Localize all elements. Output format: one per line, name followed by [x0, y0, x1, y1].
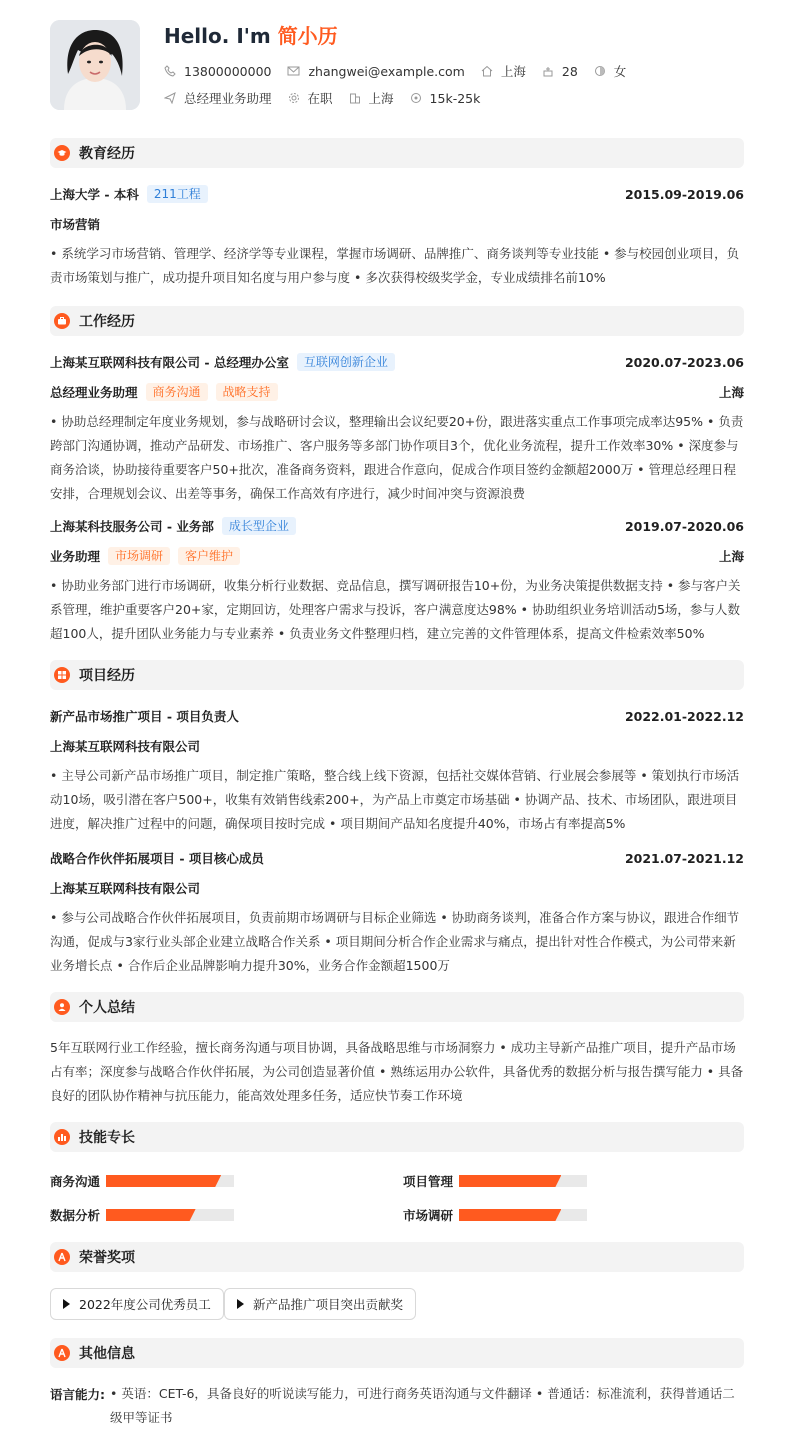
- target-position: 总经理业务助理: [184, 91, 272, 106]
- award-item[interactable]: [50, 1288, 224, 1320]
- grid-icon: [54, 667, 70, 683]
- skill-bar-fill: [459, 1175, 561, 1187]
- skill-name: 项目管理: [403, 1174, 454, 1189]
- user-icon: [54, 999, 70, 1015]
- company-name: 上海某科技服务公司 - 业务部: [50, 519, 214, 534]
- company-tag: 成长型企业: [222, 517, 296, 535]
- skill-bar-fill: [459, 1209, 561, 1221]
- email-address: zhangwei@example.com: [308, 63, 465, 79]
- skill-bar: [459, 1175, 587, 1187]
- work-period: 2020.07-2023.06: [624, 354, 744, 370]
- project-entry-header: [50, 707, 744, 725]
- city-item: [481, 62, 526, 80]
- age: 28: [561, 63, 578, 79]
- summary-section-header: [50, 992, 744, 1022]
- language-text: • 英语：CET-6，具备良好的听说读写能力，可进行商务英语沟通与文件翻译 • 普通话：标准流利，获得普通话二级甲等证书: [110, 1386, 735, 1425]
- work-section-header: [50, 306, 744, 336]
- skill-bar: [106, 1209, 234, 1221]
- section-title: 项目经历: [79, 668, 135, 684]
- skill-name: 数据分析: [50, 1208, 101, 1223]
- age-item: [542, 64, 578, 79]
- project-company-line: [50, 737, 744, 755]
- gender: 女: [613, 64, 627, 79]
- skill-name: 商务沟通: [50, 1174, 101, 1189]
- job-role: 总经理业务助理: [50, 385, 138, 400]
- company-name: 上海某互联网科技有限公司 - 总经理办公室: [50, 355, 289, 370]
- skill-item: [50, 1172, 234, 1190]
- language-label: 语言能力:: [50, 1387, 105, 1402]
- gender-item: [594, 62, 627, 80]
- work-description: • 协助总经理制定年度业务规划，参与战略研讨会议，整理输出会议纪要20+份，跟进落实重点工作事项完成率达95% • 负责跨部门沟通协调，推动产品研发、市场推广、客户服务等多部门协作项目3个，优化业务流程，提升工作效率30% • 深度参与商务洽谈，协助接待重要客户50+批次，准备商务资料，跟进合作意向，促成合作项目签约金额超2000万 • 管理总经理日程安排，合理规划会议、出差等事务，确保工作高效有序进行，减少时间冲突与资源浪费: [50, 414, 744, 501]
- education-section-header: [50, 138, 744, 168]
- profile-photo: [50, 20, 140, 110]
- skill-bar-fill: [106, 1175, 221, 1187]
- building-icon: [349, 92, 361, 104]
- project-title: 战略合作伙伴拓展项目 - 项目核心成员: [50, 851, 264, 866]
- projects-section-header: [50, 660, 744, 690]
- bar-chart-icon: [54, 1129, 70, 1145]
- info-icon: [54, 1345, 70, 1361]
- education-period: 2015.09-2019.06: [624, 186, 744, 202]
- skill-tag: 战略支持: [216, 383, 278, 401]
- project-entry-header: [50, 849, 744, 867]
- graduation-cap-icon: [54, 145, 70, 161]
- school-name: 上海大学 - 本科: [50, 187, 139, 202]
- school-tag: 211工程: [147, 185, 208, 203]
- section-title: 工作经历: [79, 314, 135, 330]
- play-icon: [237, 1299, 244, 1309]
- major: 市场营销: [50, 217, 101, 232]
- work-entry-header: [50, 517, 744, 535]
- project-title: 新产品市场推广项目 - 项目负责人: [50, 709, 239, 724]
- work-location: 上海: [718, 549, 744, 564]
- project-period: 2021.07-2021.12: [624, 850, 744, 866]
- skill-bar: [459, 1209, 587, 1221]
- project-company-line: [50, 879, 744, 897]
- work-role-line: [50, 383, 744, 401]
- skill-name: 市场调研: [403, 1208, 454, 1223]
- mail-icon: [287, 65, 300, 77]
- medal-icon: [54, 1249, 70, 1265]
- project-company: 上海某互联网科技有限公司: [50, 739, 201, 754]
- skills-section-header: [50, 1122, 744, 1152]
- job-role: 业务助理: [50, 549, 101, 564]
- award-title: 新产品推广项目突出贡献奖: [253, 1297, 404, 1312]
- skill-item: [50, 1206, 234, 1224]
- education-entry-header: [50, 185, 744, 203]
- skill-item: [403, 1172, 587, 1190]
- other-section-header: [50, 1338, 744, 1368]
- intent-row: [164, 89, 496, 107]
- work-role-line: [50, 547, 744, 565]
- award-title: 2022年度公司优秀员工: [79, 1297, 211, 1312]
- employment-status: 在职: [307, 91, 333, 106]
- honors-section-header: [50, 1242, 744, 1272]
- expected-salary: 15k-25k: [429, 90, 481, 106]
- skill-item: [403, 1206, 587, 1224]
- project-period: 2022.01-2022.12: [624, 708, 744, 724]
- education-major-line: [50, 215, 744, 233]
- skill-tag: 商务沟通: [146, 383, 208, 401]
- section-title: 个人总结: [79, 1000, 135, 1016]
- candidate-name: 简小历: [277, 24, 338, 48]
- status-item: [288, 89, 333, 107]
- home-icon: [481, 65, 493, 77]
- summary-text: 5年互联网行业工作经验，擅长商务沟通与项目协调，具备战略思维与市场洞察力 • 成功主导新产品推广项目，提升产品市场占有率；深度参与战略合作伙伴拓展，为公司创造显著价值 • 熟练运用办公软件，具备优秀的数据分析与报告撰写能力 • 具备良好的团队协作精神与抗压能力，能高效处理多任务，适应快节奏工作环境: [50, 1040, 744, 1103]
- play-icon: [63, 1299, 70, 1309]
- award-item[interactable]: [224, 1288, 416, 1320]
- skill-tag: 客户维护: [178, 547, 240, 565]
- salary-item: [410, 91, 481, 106]
- target-city-item: [349, 89, 394, 107]
- phone-number: 13800000000: [184, 63, 272, 79]
- project-company: 上海某互联网科技有限公司: [50, 881, 201, 896]
- project-description: • 主导公司新产品市场推广项目，制定推广策略，整合线上线下资源，包括社交媒体营销、行业展会参展等 • 策划执行市场活动10场，吸引潜在客户500+，收集有效销售线索200+，为产品上市奠定市场基础 • 协调产品、技术、市场团队，跟进项目进度，解决推广过程中的问题，确保项目按时完成 • 项目期间产品知名度提升40%，市场占有率提高5%: [50, 768, 740, 831]
- greeting-heading: [164, 20, 338, 49]
- contact-row: [164, 62, 642, 80]
- work-entry-header: [50, 353, 744, 371]
- section-title: 教育经历: [79, 146, 135, 162]
- phone-item: [164, 64, 271, 79]
- send-icon: [164, 92, 176, 104]
- city: 上海: [500, 64, 526, 79]
- target-city: 上海: [368, 91, 394, 106]
- phone-icon: [164, 65, 176, 77]
- skill-bar-fill: [106, 1209, 196, 1221]
- greeting-text: Hello. I'm: [164, 24, 278, 48]
- gender-icon: [594, 65, 606, 77]
- gear-icon: [288, 92, 300, 104]
- section-title: 其他信息: [79, 1346, 135, 1362]
- skill-bar: [106, 1175, 234, 1187]
- email-item: [287, 64, 464, 79]
- position-item: [164, 89, 272, 107]
- section-title: 技能专长: [79, 1130, 135, 1146]
- briefcase-icon: [54, 313, 70, 329]
- section-title: 荣誉奖项: [79, 1250, 135, 1266]
- company-tag: 互联网创新企业: [297, 353, 395, 371]
- cake-icon: [542, 65, 554, 77]
- work-location: 上海: [718, 385, 744, 400]
- project-description: • 参与公司战略合作伙伴拓展项目，负责前期市场调研与目标企业筛选 • 协助商务谈判，准备合作方案与协议，跟进合作细节沟通，促成与3家行业头部企业建立战略合作关系 • 项目期间分析合作企业需求与痛点，提出针对性合作模式，为公司带来新业务增长点 • 合作后企业品牌影响力提升30%，业务合作金额超1500万: [50, 910, 740, 973]
- skill-tag: 市场调研: [108, 547, 170, 565]
- work-description: • 协助业务部门进行市场调研，收集分析行业数据、竞品信息，撰写调研报告10+份，为业务决策提供数据支持 • 参与客户关系管理，维护重要客户20+家，定期回访，处理客户需求与投诉，客户满意度达98% • 协助组织业务培训活动5场，参与人数超100人，提升团队业务能力与专业素养 • 负责业务文件整理归档，建立完善的文件管理体系，提高文件检索效率50%: [50, 578, 741, 641]
- education-description: • 系统学习市场营销、管理学、经济学等专业课程，掌握市场调研、品牌推广、商务谈判等专业技能 • 参与校园创业项目，负责市场策划与推广，成功提升项目知名度与用户参与度 • 多次获得校级奖学金，专业成绩排名前10%: [50, 246, 740, 285]
- coin-icon: [410, 92, 422, 104]
- work-period: 2019.07-2020.06: [624, 518, 744, 534]
